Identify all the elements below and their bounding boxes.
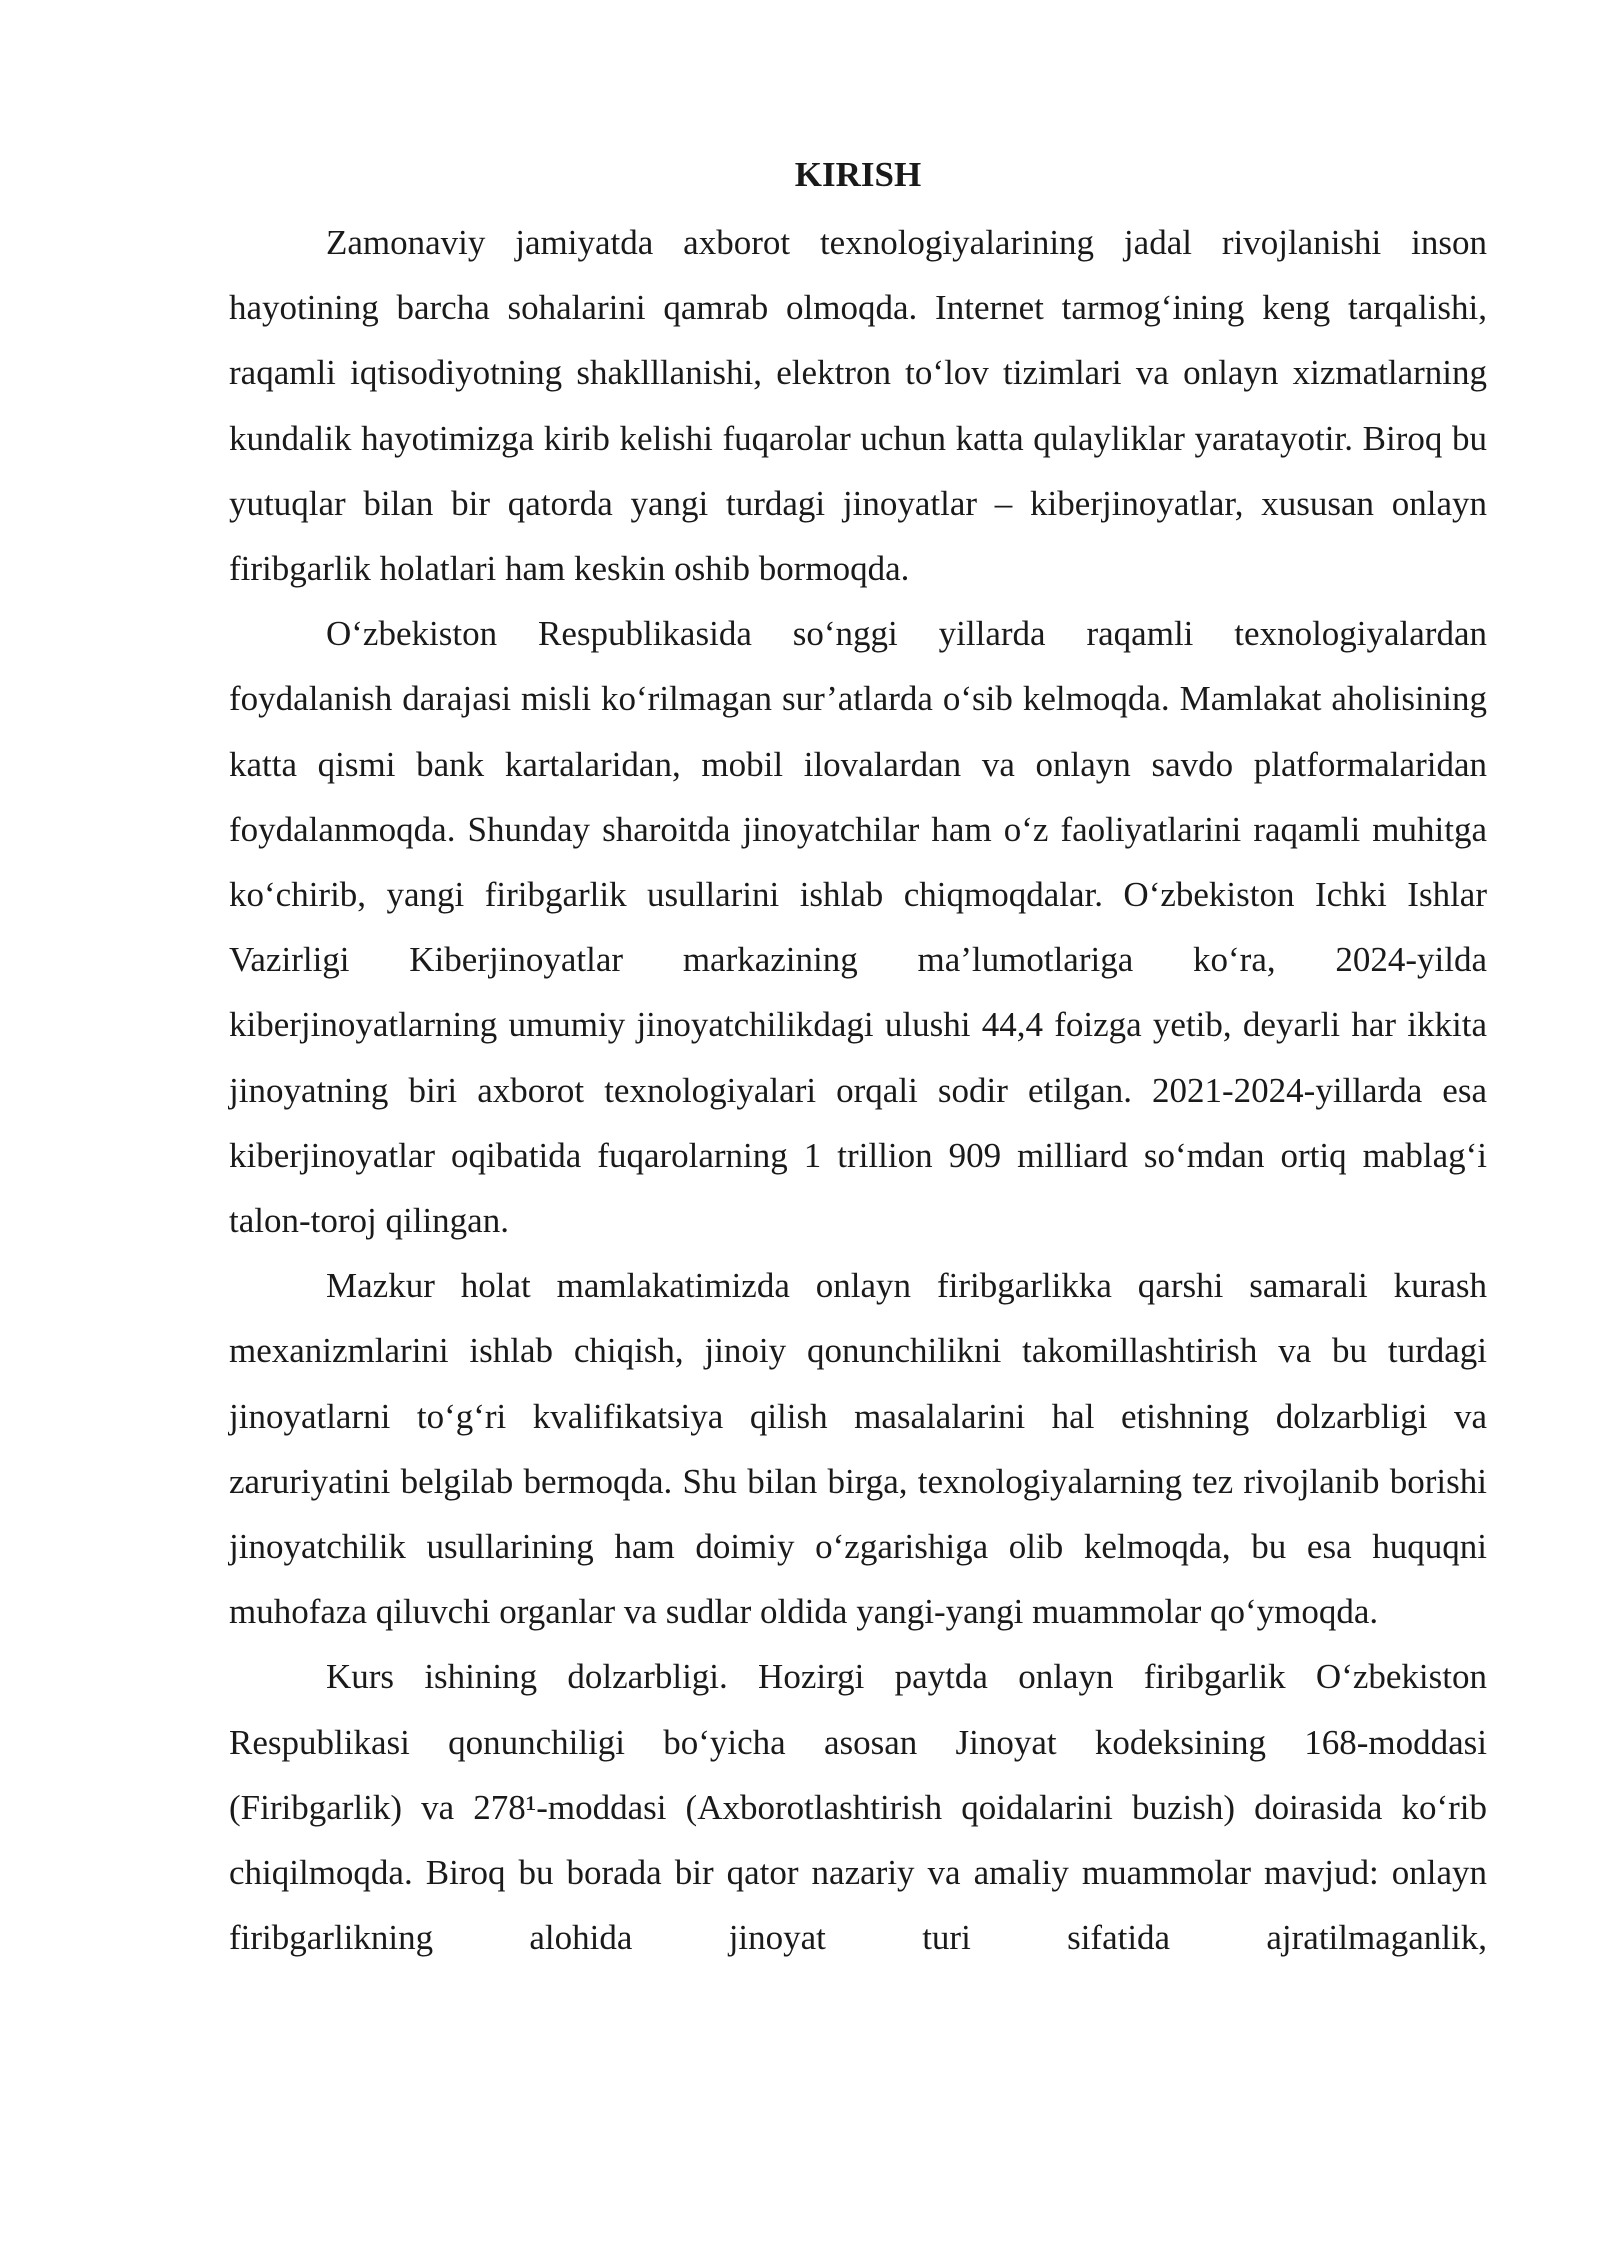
document-body bbox=[229, 140, 1487, 1970]
page-title: KIRISH bbox=[794, 155, 922, 194]
paragraph-intro: Zamonaviy jamiyatda axborot texnologiyalarining jadal rivojlanishi inson hayotining barcha sohalarini qamrab olmoqda. Internet tarmog‘ining keng tarqalishi, raqamli iqtisodiyotning shaklllanishi, elektron to‘lov tizimlari va onlayn xizmatlarning kundalik hayotimizga kirib kelishi fuqarolar uchun katta qulayliklar yaratayotir. Biroq bu yutuqlar bilan bir qatorda yangi turdagi jinoyatlar – kiberjinoyatlar, xususan onlayn firibgarlik holatlari ham keskin oshib bormoqda. bbox=[229, 223, 1487, 589]
paragraph-uzbekistan-digital: O‘zbekiston Respublikasida so‘nggi yillarda raqamli texnologiyalardan foydalanish darajasi misli ko‘rilmagan sur’atlarda o‘sib kelmoqda. Mamlakat aholisining katta qismi bank kartalaridan, mobil ilovalardan va onlayn savdo platformalaridan foydalanmoqda. Shunday sharoitda jinoyatchilar ham o‘z faoliyatlarini raqamli muhitga ko‘chirib, yangi firibgarlik usullarini ishlab chiqmoqdalar. O‘zbekiston Ichki Ishlar Vazirligi Kiberjinoyatlar markazining ma’lumotlariga ko‘ra, 2024-yilda kiberjinoyatlarning umumiy jinoyatchilikdagi ulushi 44,4 foizga yetib, deyarli har ikkita jinoyatning biri axborot texnologiyalari orqali sodir etilgan. 2021-2024-yillarda esa kiberjinoyatlar oqibatida fuqarolarning 1 trillion 909 milliard so‘mdan ortiq mablag‘i talon-toroj qilingan. bbox=[229, 614, 1487, 1241]
paragraph-relevance: Kurs ishining dolzarbligi. Hozirgi paytda onlayn firibgarlik O‘zbekiston Respublikasi qonunchiligi bo‘yicha asosan Jinoyat kodeksining 168-moddasi (Firibgarlik) va 278¹-moddasi (Axborotlashtirish qoidalarini buzish) doirasida ko‘rib chiqilmoqda. Biroq bu borada bir qator nazariy va amaliy muammolar mavjud: onlayn firibgarlikning alohida jinoyat turi sifatida ajratilmaganlik, bbox=[229, 1657, 1487, 1958]
paragraph-problem-statement: Mazkur holat mamlakatimizda onlayn firibgarlikka qarshi samarali kurash mexanizmlarini ishlab chiqish, jinoiy qonunchilikni takomillashtirish va bu turdagi jinoyatlarni to‘g‘ri kvalifikatsiya qilish masalalarini hal etishning dolzarbligi va zaruriyatini belgilab bermoqda. Shu bilan birga, texnologiyalarning tez rivojlanib borishi jinoyatchilik usullarining ham doimiy o‘zgarishiga olib kelmoqda, bu esa huquqni muhofaza qiluvchi organlar va sudlar oldida yangi-yangi muammolar qo‘ymoqda. bbox=[229, 1266, 1487, 1632]
